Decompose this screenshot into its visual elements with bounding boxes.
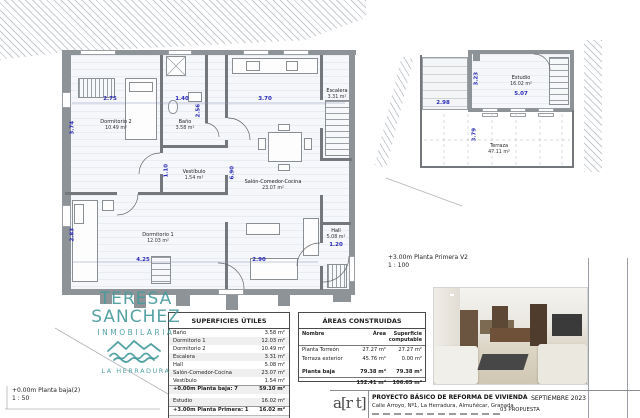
room-name: Dormitorio 2 (100, 119, 132, 125)
room-name: Escalera (326, 88, 348, 94)
col-computable: Superficie computable (388, 331, 422, 343)
dim-bottom-1: 4.25 (136, 257, 150, 263)
dim-bottom-2: 2.90 (252, 257, 266, 263)
dim-estudio-h: 3.23 (473, 71, 480, 86)
dim-estudio-w: 5.07 (514, 91, 528, 97)
watermark-line3: INMOBILARIA (97, 327, 175, 337)
dim-top-1: 2.75 (103, 96, 117, 102)
table-row (299, 368, 425, 377)
table-row (169, 377, 289, 385)
areas-table-header (299, 329, 425, 346)
caption-scale: 1 : 50 (12, 395, 30, 403)
row-value: 12.03 m² (261, 337, 285, 344)
dim-left-1: 3.74 (69, 120, 76, 135)
room-area: 1.54 m² (184, 175, 204, 181)
render-tv-panel (552, 314, 582, 336)
render-coffee-table (477, 354, 528, 370)
row-name: Hall (173, 361, 183, 368)
row-name: Vestíbulo (173, 377, 197, 384)
project-title: PROYECTO BÁSICO DE REFORMA DE VIVIENDA (372, 394, 528, 401)
row-value: 10.49 m² (261, 345, 285, 352)
table-total-row (299, 377, 425, 387)
row-name: Escalera (173, 353, 195, 360)
col-nombre: Nombre (302, 331, 325, 337)
project-address: Calle Arroyo, Nº1, La Herradura, Almuñécar, Granada (372, 403, 514, 409)
row-area: 79.38 m² (360, 368, 386, 375)
dim-top-3: 3.70 (258, 96, 272, 102)
row-value: 23.07 m² (261, 369, 285, 376)
render-sofa-left (434, 346, 478, 384)
dim-left-2: 2.83 (69, 227, 76, 242)
frame-line-1 (588, 258, 589, 418)
room-area: 47.11 m² (488, 149, 510, 155)
dim-hall: 1.20 (329, 242, 343, 248)
areas-table (298, 312, 426, 387)
room-area: 16.02 m² (510, 81, 532, 87)
room-name: Salón-Comedor-Cocina (244, 179, 302, 185)
dim-salon-h: 6.90 (229, 165, 236, 180)
titleblock-top-border (330, 390, 640, 391)
total-area: 152.41 m² (356, 380, 386, 387)
watermark-place: LA HERRADURA (101, 366, 171, 375)
caption-scale: 1 : 100 (388, 262, 410, 270)
row-area: 45.76 m² (362, 355, 386, 362)
room-name: Hall (331, 228, 341, 234)
row-area: 27.27 m² (362, 346, 386, 353)
row-value: 1.54 m² (264, 377, 285, 384)
render-sofa-right (538, 344, 587, 384)
dim-bano-h: 2.56 (195, 103, 202, 118)
roofs-waves-logo-icon (104, 337, 168, 363)
row-name: +3.00m Planta Primera: 1 (173, 407, 249, 414)
architect-logo: a[r t] (333, 394, 366, 412)
areas-table-title: ÁREAS CONSTRUIDAS (299, 313, 425, 329)
sheet-phase: 03 PROPUESTA (500, 407, 540, 413)
room-name: Terraza (489, 143, 509, 149)
dim-vestibulo-h: 1.10 (163, 163, 170, 178)
room-name: Estudio (511, 75, 531, 81)
row-value: 3.58 m² (264, 329, 285, 336)
dim-roof: 2.98 (436, 100, 450, 106)
room-area: 3.31 m² (327, 94, 347, 100)
room-name: Baño (178, 119, 192, 125)
caption-text: +3.00m Planta Primera V2 (388, 254, 468, 261)
shower-cross (166, 56, 186, 76)
row-name: Terraza exterior (302, 355, 343, 362)
row-name: +0.00m Planta baja: 7 (173, 386, 238, 393)
total-computable: 106.65 m² (392, 380, 422, 387)
row-name: Dormitorio 2 (173, 345, 206, 352)
room-area: 23.07 m² (262, 185, 284, 191)
frame-line-2 (627, 258, 628, 418)
dimension-lines (69, 103, 345, 262)
row-value: 16.02 m² (261, 398, 285, 405)
caption-text: +0.00m Planta baja(2) (12, 387, 81, 394)
room-area: 10.49 m² (105, 125, 127, 131)
terraza-grid (424, 114, 570, 165)
row-computable: 79.38 m² (396, 368, 422, 375)
project-date: SEPTIEMBRE 2023 (531, 395, 586, 402)
room-name: Vestíbulo (182, 169, 206, 175)
project-info-cutoff (372, 413, 500, 415)
room-area: 5.08 m² (326, 234, 346, 240)
watermark-line1: TERESA (99, 289, 173, 309)
table-row (299, 355, 425, 364)
row-name: Planta Torreón (302, 346, 340, 353)
titleblock-divider (368, 390, 369, 418)
dim-top-2: 1.40 (175, 96, 189, 102)
render-ceiling-light (450, 294, 454, 296)
watermark-line2: SANCHEZ (91, 306, 181, 327)
row-computable: 27.27 m² (398, 346, 422, 353)
table-row-subtotal (169, 406, 289, 415)
row-value: 16.02 m² (259, 407, 285, 414)
row-name: Baño (173, 329, 187, 336)
room-area: 3.58 m² (175, 125, 195, 131)
row-name: Planta baja (302, 368, 336, 375)
row-name: Estudio (173, 398, 193, 405)
render-dining-table (490, 328, 530, 342)
table-row-subtotal (169, 385, 289, 394)
row-name: Salón-Comedor-Cocina (173, 369, 232, 376)
row-computable: 0.00 m² (401, 355, 422, 362)
room-area: 12.03 m² (147, 238, 169, 244)
row-value: 3.31 m² (264, 353, 285, 360)
row-value: 59.10 m² (259, 386, 285, 393)
row-name: Dormitorio 1 (173, 337, 206, 344)
table-row (299, 346, 425, 355)
room-name: Dormitorio 1 (142, 232, 174, 238)
surfaces-table-title: SUPERFICIES ÚTILES (169, 313, 289, 329)
table-row (169, 398, 289, 406)
interior-render-photo (433, 287, 588, 385)
door-arcs (117, 54, 550, 289)
dim-terraza: 3.79 (471, 127, 478, 142)
row-value: 5.08 m² (264, 361, 285, 368)
agency-watermark (70, 291, 202, 375)
render-door-2 (530, 304, 547, 346)
col-area: Área (372, 331, 386, 337)
